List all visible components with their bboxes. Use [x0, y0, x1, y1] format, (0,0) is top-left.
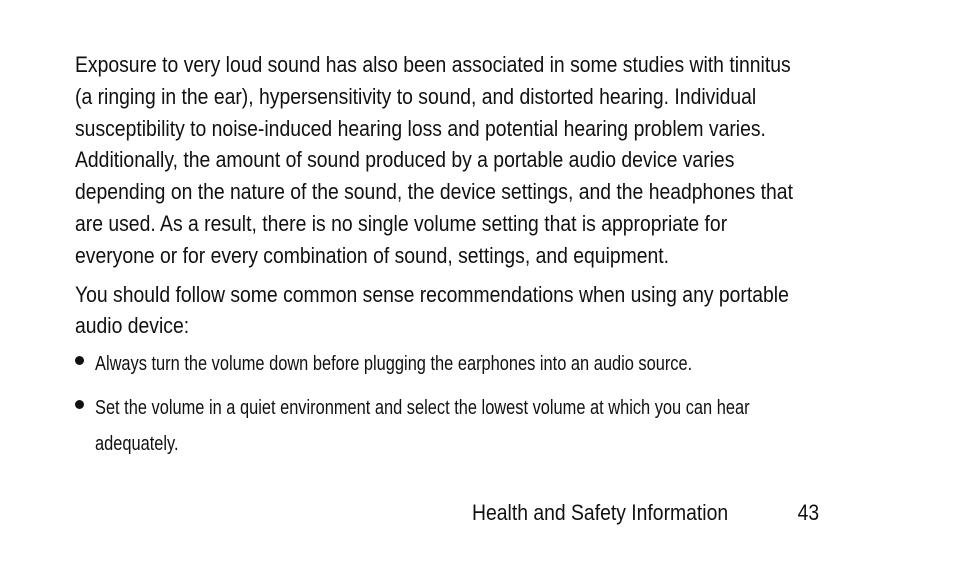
footer-section-title: Health and Safety Information	[472, 500, 729, 525]
page-footer	[472, 498, 819, 528]
paragraph-hearing-risk	[75, 49, 875, 272]
recommendation-list	[75, 346, 875, 462]
text-line: adequately.	[95, 433, 179, 456]
bullet-icon	[75, 356, 84, 365]
list-item	[75, 346, 875, 382]
list-item-text	[95, 346, 866, 382]
page-number: 43	[797, 500, 820, 525]
text-line: everyone or for every combination of sound, settings, and equipment.	[75, 242, 670, 268]
text-line: Set the volume in a quiet environment and select the lowest volume at which you can hear	[95, 397, 750, 420]
text-line: Additionally, the amount of sound produced by a portable audio device varies	[75, 147, 735, 173]
text-line: audio device:	[75, 313, 190, 339]
text-line: Exposure to very loud sound has also been associated in some studies with tinnitus	[75, 52, 791, 77]
list-item	[75, 390, 875, 462]
bullet-icon	[75, 400, 84, 409]
text-line: are used. As a result, there is no single volume setting that is appropriate for	[75, 210, 728, 236]
paragraph-recommendations-intro	[75, 279, 875, 343]
text-line: depending on the nature of the sound, the device settings, and the headphones that	[75, 179, 793, 205]
list-item-text	[95, 390, 866, 462]
page-content	[75, 49, 875, 470]
text-line: You should follow some common sense recommendations when using any portable	[75, 281, 789, 307]
text-line: (a ringing in the ear), hypersensitivity to sound, and distorted hearing. Individual	[75, 83, 757, 109]
text-line: Always turn the volume down before plugging the earphones into an audio source.	[95, 353, 693, 376]
text-line: susceptibility to noise-induced hearing loss and potential hearing problem varies.	[75, 115, 766, 141]
